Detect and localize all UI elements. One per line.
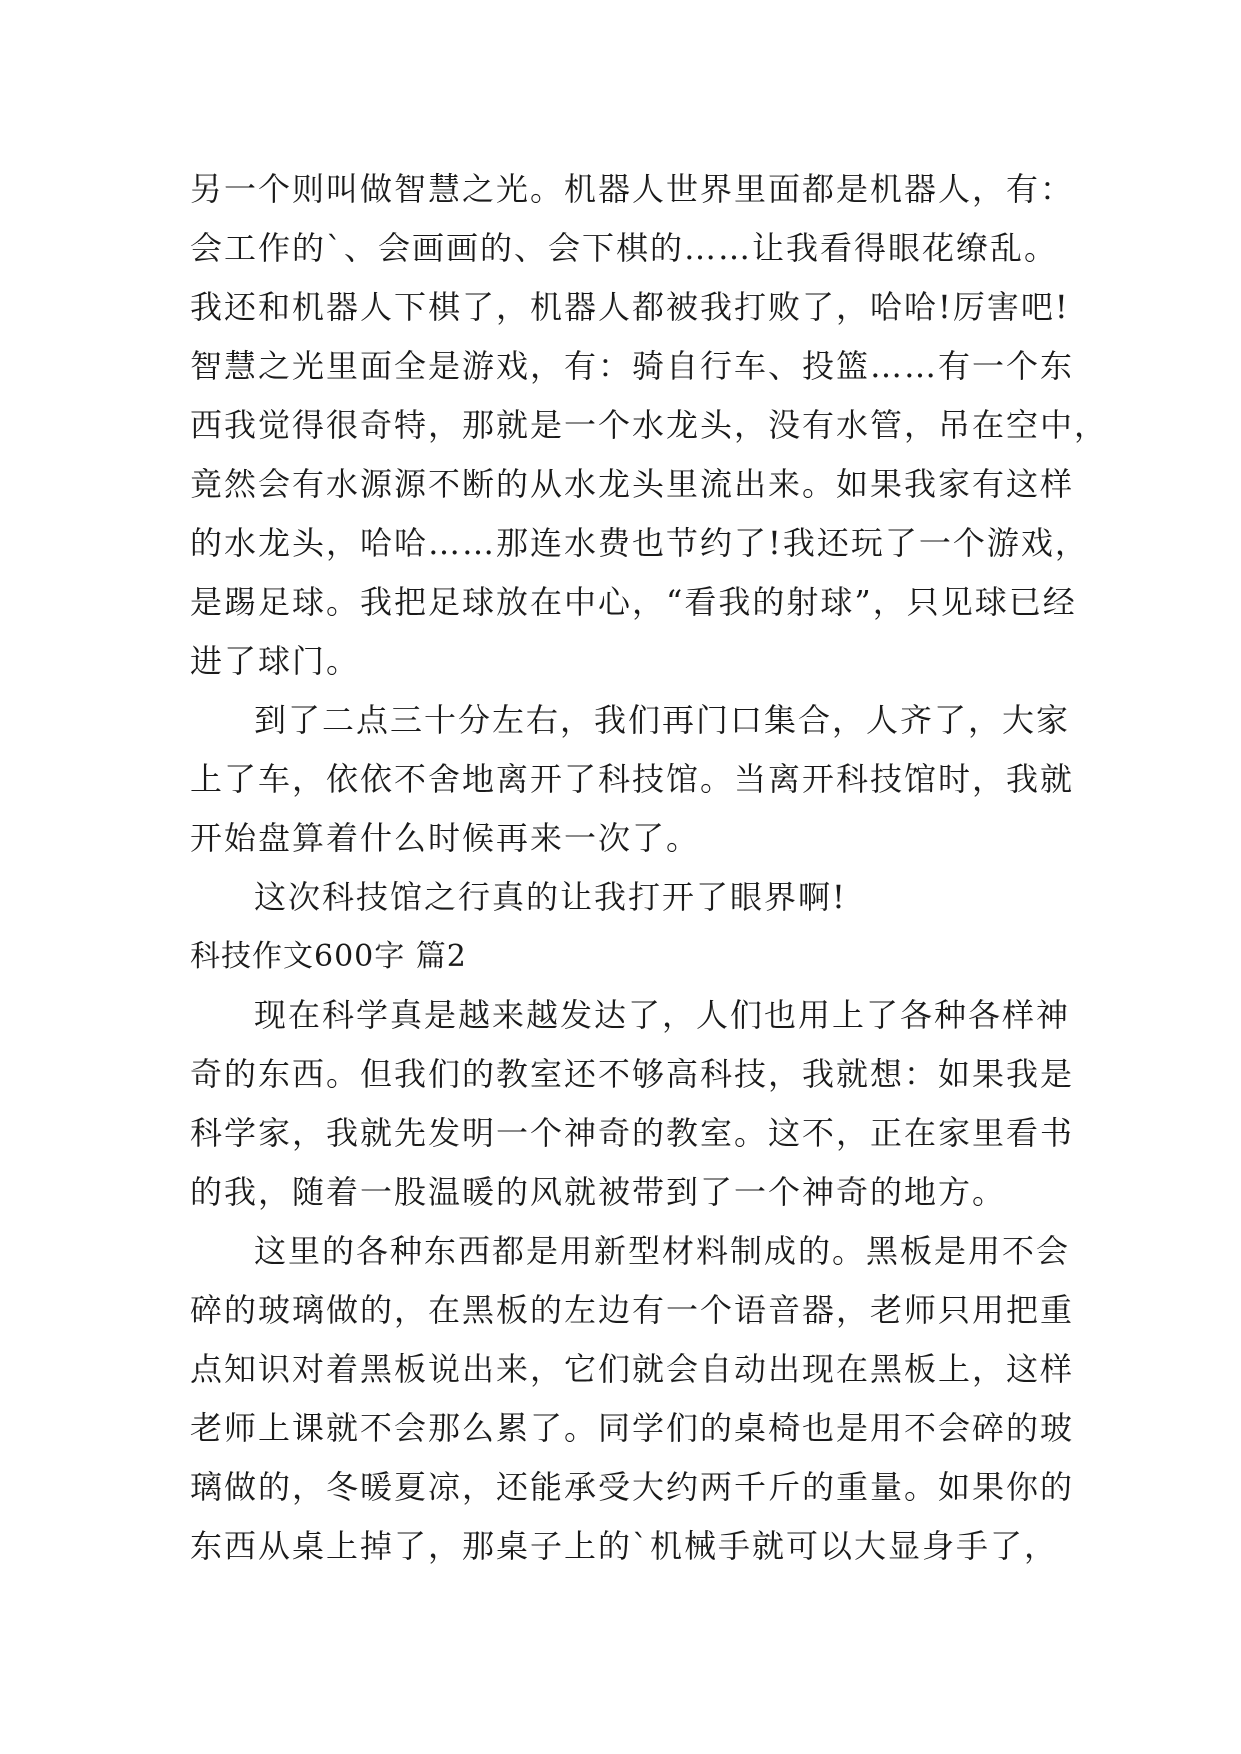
paragraph-start-line: 这次科技馆之行真的让我打开了眼界啊! (254, 878, 847, 916)
text-line: 另一个则叫做智慧之光。机器人世界里面都是机器人，有： (190, 170, 1075, 208)
text-line: 的我，随着一股温暖的风就被带到了一个神奇的地方。 (190, 1173, 1007, 1211)
text-line: 碎的玻璃做的，在黑板的左边有一个语音器，老师只用把重 (190, 1291, 1075, 1329)
text-line: 智慧之光里面全是游戏，有：骑自行车、投篮……有一个东 (190, 347, 1075, 385)
section-heading: 科技作文600字 篇2 (190, 939, 467, 974)
text-line: 奇的东西。但我们的教室还不够高科技，我就想：如果我是 (190, 1055, 1075, 1093)
text-line: 会工作的`、会画画的、会下棋的……让我看得眼花缭乱。 (190, 229, 1059, 267)
text-line: 我还和机器人下棋了，机器人都被我打败了，哈哈!厉害吧! (190, 288, 1070, 326)
text-line: 开始盘算着什么时候再来一次了。 (190, 819, 701, 857)
paragraph-start-line: 现在科学真是越来越发达了，人们也用上了各种各样神 (254, 996, 1071, 1034)
text-line: 竟然会有水源源不断的从水龙头里流出来。如果我家有这样 (190, 465, 1075, 503)
text-line: 老师上课就不会那么累了。同学们的桌椅也是用不会碎的玻 (190, 1409, 1075, 1447)
paragraph-start-line: 到了二点三十分左右，我们再门口集合，人齐了，大家 (254, 701, 1071, 739)
text-line: 上了车，依依不舍地离开了科技馆。当离开科技馆时，我就 (190, 760, 1075, 798)
text-line: 是踢足球。我把足球放在中心，“看我的射球”，只见球已经 (190, 583, 1077, 621)
text-line: 东西从桌上掉了，那桌子上的`机械手就可以大显身手了， (190, 1527, 1059, 1565)
text-line: 西我觉得很奇特，那就是一个水龙头，没有水管，吊在空中， (190, 406, 1109, 444)
paragraph-start-line: 这里的各种东西都是用新型材料制成的。黑板是用不会 (254, 1232, 1071, 1270)
text-line: 璃做的，冬暖夏凉，还能承受大约两千斤的重量。如果你的 (190, 1468, 1075, 1506)
text-line: 点知识对着黑板说出来，它们就会自动出现在黑板上，这样 (190, 1350, 1075, 1388)
text-line: 进了球门。 (190, 642, 361, 680)
text-line: 的水龙头，哈哈……那连水费也节约了!我还玩了一个游戏， (190, 524, 1089, 562)
text-line: 科学家，我就先发明一个神奇的教室。这不，正在家里看书 (190, 1114, 1075, 1152)
document-body (190, 160, 1109, 1576)
